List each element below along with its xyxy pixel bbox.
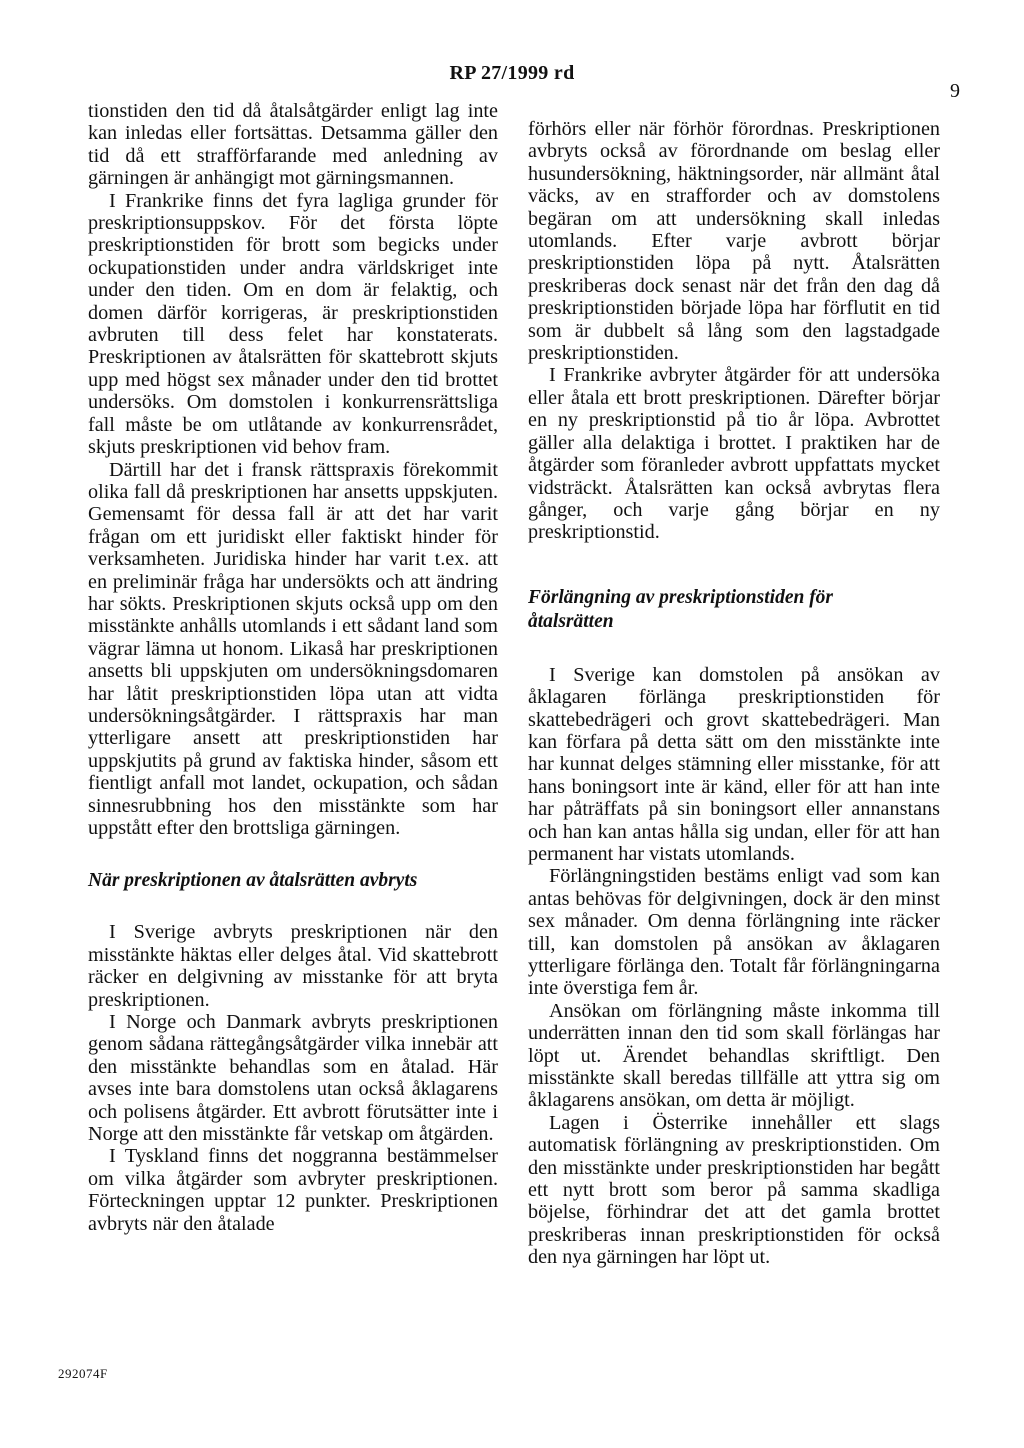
paragraph: Därtill har det i fransk rättspraxis förekommit olika fall då preskriptionen har ansetts uppskjuten. Gemensamt för dessa fall är att det har varit frågan om ett juridiskt eller faktiskt hinder för verksamheten. Juridiska hinder har varit t.ex. att en preliminär fråga har undersökts och att ändring har sökts. Preskriptionen skjuts också upp om den misstänkte anhålls utomlands i ett sådant land som vägrar lämna ut honom. Likaså har preskriptionen ansetts bli uppskjuten om undersökningsdomaren har låtit preskriptionstiden löpa utan att vidta undersökningsåtgärder. I rättspraxis har man ytterligare ansett att preskriptionstiden har uppskjutits på grund av faktiska hinder, såsom ett fientligt anfall mot landet, ockupation, och sådan sinnesrubbning hos den misstänkte som har uppstått efter den brottsliga gärningen. <box>88 458 498 839</box>
paragraph: förhörs eller när förhör förordnas. Preskriptionen avbryts också av förordnande om beslag eller husundersökning, häktningsorder, när allmänt åtal väcks, av en strafforder och av domstolens begäran om att undersökning skall inledas utomlands. Efter varje avbrott börjar preskriptionstiden löpa på nytt. Åtalsrätten preskriberas dock senast när det från den dag då preskriptionstiden började löpa har förflutit en tid som är dubbelt så lång som den lagstadgade preskriptionstiden. <box>528 118 940 365</box>
paragraph: I Norge och Danmark avbryts preskriptionen genom sådana rättegångsåtgärder vilka innebär att den misstänkte behandlas som en åtalad. Här avses inte bara domstolens utan också åklagarens och polisens åtgärder. Ett avbrott förutsätter inte i Norge att den misstänkte får vetskap om åtgärden. <box>88 1011 498 1146</box>
document-code: 292074F <box>58 1366 108 1381</box>
paragraph: I Sverige avbryts preskriptionen när den misstänkte häktas eller delges åtal. Vid skattebrott räcker en delgivning av misstanke för att bryta preskriptionen. <box>88 921 498 1011</box>
section-heading: Förlängning av preskriptionstiden för åtalsrätten <box>528 586 834 632</box>
page-number: 9 <box>950 80 960 102</box>
section-heading: När preskriptionen av åtalsrätten avbryts <box>88 870 418 892</box>
paragraph: I Tyskland finns det noggranna bestämmelser om vilka åtgärder som avbryter preskriptionen. Förteckningen upptar 12 punkter. Preskriptionen avbryts när den åtalade <box>88 1145 498 1235</box>
paragraph: I Frankrike avbryter åtgärder för att undersöka eller åtala ett brott preskriptionen. Därefter börjar en ny preskriptionstid på tio år löpa. Avbrottet gäller alla delaktiga i brottet. I praktiken har de åtgärder som föranleder avbrott uppfattats mycket vidsträckt. Åtalsrätten kan också avbrytas flera gånger, och varje gång börjar en ny preskriptionstid. <box>528 364 940 544</box>
paragraph: Ansökan om förlängning måste inkomma till underrätten innan den tid som skall förlängas har löpt ut. Ärendet behandlas skriftligt. Den misstänkte skall beredas tillfälle att yttra sig om åklagarens ansökan, om detta är möjligt. <box>528 999 940 1112</box>
paragraph: Lagen i Österrike innehåller ett slags automatisk förlängning av preskriptionstiden. Om den misstänkte under preskriptionstiden har begått ett nytt brott som beror på samma skadliga böjelse, förhindrar det att det gamla brottet preskriberas innan preskriptionstiden för också den nya gärningen har löpt ut. <box>528 1111 940 1269</box>
paragraph: tionstiden den tid då åtalsåtgärder enligt lag inte kan inledas eller fortsättas. Detsamma gäller den tid då ett strafförfarande med anledning av gärningen är anhängigt mot gärningsmannen. <box>88 100 498 190</box>
paragraph: I Sverige kan domstolen på ansökan av åklagaren förlänga preskriptionstiden för skattebedrägeri och grovt skattebedrägeri. Man kan förfara på detta sätt om den misstänkte inte har kunnat delges stämning eller misstanke, för att hans boningsort inte är känd, eller för att han inte har påträffats på sin boningsort eller annanstans och han kan antas hålla sig undan, eller för att han permanent har vistats utomlands. <box>528 663 940 865</box>
paragraph: Förlängningstiden bestäms enligt vad som kan antas behövas för delgivningen, dock är den minst sex månader. Om denna förlängning inte räcker till, kan domstolen på ansökan av åklagaren ytterligare förlänga den. Totalt får förlängningarna inte överstiga fem år. <box>528 865 940 1000</box>
left-column <box>88 100 498 1235</box>
right-column <box>528 118 940 1269</box>
document-header: RP 27/1999 rd <box>449 62 575 84</box>
paragraph: I Frankrike finns det fyra lagliga grunder för preskriptionsuppskov. För det första löpte preskriptionstiden för brott som begicks under ockupationstiden under andra världskriget inte under den tiden. Om en dom är felaktig, och domen därför korrigeras, är preskriptionstiden avbruten till dess felet har konstaterats. Preskriptionen av åtalsrätten för skattebrott skjuts upp med högst sex månader under den tid brottet undersöks. Om domstolen i konkurrensrättsliga fall måste be om utlåtande av konkurrensrådet, skjuts preskriptionen vid behov fram. <box>88 189 498 459</box>
